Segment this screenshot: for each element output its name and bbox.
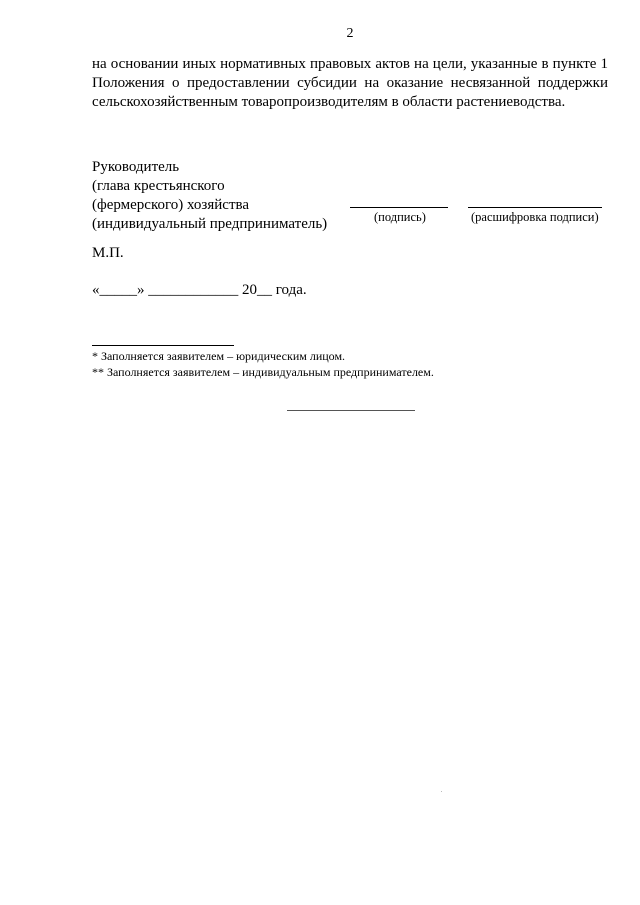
signatory-title bbox=[92, 158, 327, 234]
body-line-1: на основании иных нормативных правовых актов на цели, указанные в пункте 1 bbox=[92, 56, 608, 72]
body-paragraph bbox=[92, 55, 608, 112]
signatory-line-4: (индивидуальный предприниматель) bbox=[92, 216, 328, 232]
body-line-3: сельскохозяйственным товаропроизводителям в области растениеводства. bbox=[92, 94, 566, 110]
footnotes bbox=[92, 348, 434, 380]
signatory-line-1: Руководитель bbox=[92, 159, 180, 175]
footnote-2: ** Заполняется заявителем – индивидуальным предпринимателем. bbox=[92, 365, 434, 379]
footnote-1: * Заполняется заявителем – юридическим лицом. bbox=[92, 349, 346, 363]
signature-decoding-caption: (расшифровка подписи) bbox=[471, 210, 599, 224]
signature-field-line bbox=[350, 207, 448, 208]
signatory-line-3: (фермерского) хозяйства bbox=[92, 197, 250, 213]
body-line-2: Положения о предоставлении субсидии на оказание несвязанной поддержки bbox=[92, 75, 608, 91]
scan-speck bbox=[441, 791, 442, 792]
page-number: 2 bbox=[346, 26, 354, 41]
end-of-document-rule bbox=[287, 410, 415, 411]
stamp-placeholder: М.П. bbox=[92, 245, 124, 261]
signature-decoding-field-line bbox=[468, 207, 602, 208]
date-line: «_____» ____________ 20__ года. bbox=[92, 282, 307, 298]
footnote-separator bbox=[92, 345, 234, 346]
signature-caption: (подпись) bbox=[374, 210, 426, 224]
signatory-line-2: (глава крестьянского bbox=[92, 178, 225, 194]
